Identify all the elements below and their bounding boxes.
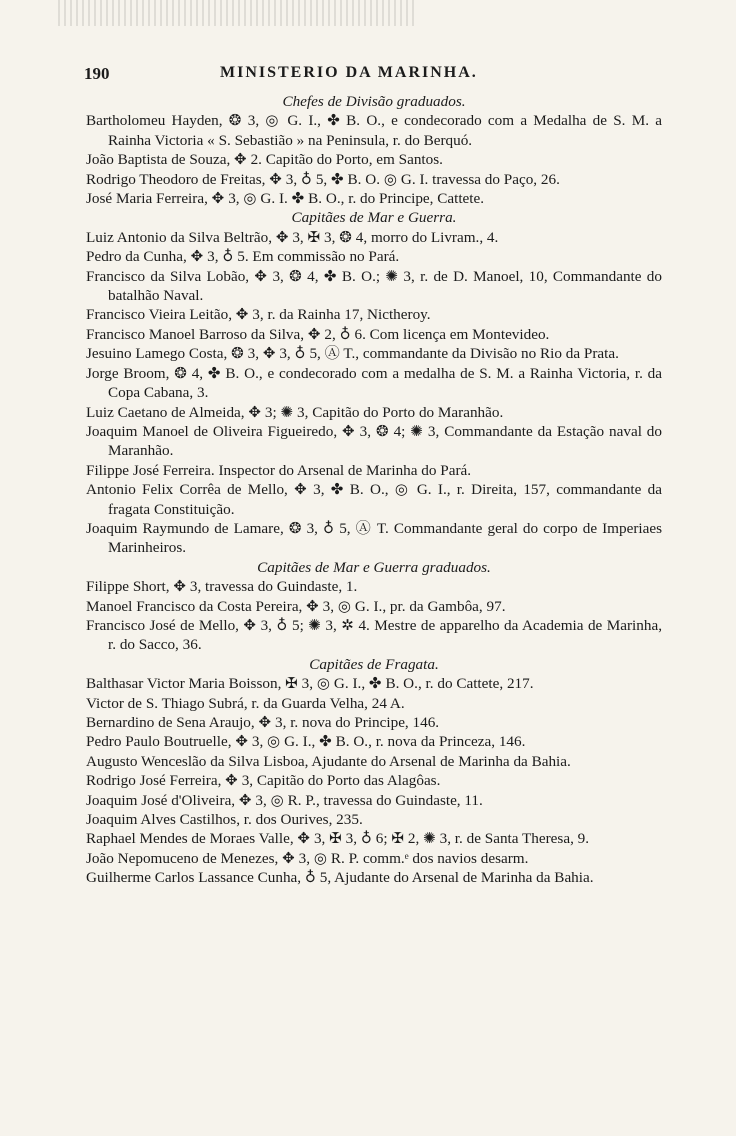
- list-entry: Bernardino de Sena Araujo, ✥ 3, r. nova do Principe, 146.: [86, 714, 440, 731]
- page-body: [86, 92, 662, 888]
- list-entry: Jesuino Lamego Costa, ❂ 3, ✥ 3, ♁ 5, Ⓐ T., commandante da Divisão no Rio da Prata.: [86, 345, 619, 363]
- section-heading: Chefes de Divisão graduados.: [282, 93, 466, 110]
- list-entry: Manoel Francisco da Costa Pereira, ✥ 3, ◎ G. I., pr. da Gambôa, 97.: [86, 597, 506, 615]
- list-entry: Bartholomeu Hayden, ❂ 3, ◎ G. I., ✤ B. O., e condecorado com a Medalha de S. M. a Rainha Victoria « S. Sebastião » na Peninsula, r. do Berquó.: [86, 112, 662, 149]
- list-entry: Luiz Caetano de Almeida, ✥ 3; ✺ 3, Capitão do Porto do Maranhão.: [86, 403, 504, 421]
- list-entry: Filippe Short, ✥ 3, travessa do Guindaste, 1.: [86, 578, 358, 596]
- list-entry: Francisco Vieira Leitão, ✥ 3, r. da Rainha 17, Nictheroy.: [86, 306, 431, 324]
- list-entry: Joaquim Manoel de Oliveira Figueiredo, ✥ 3, ❂ 4; ✺ 3, Commandante da Estação naval do Maranhão.: [86, 422, 662, 460]
- section-heading: Capitães de Mar e Guerra.: [291, 209, 457, 227]
- list-entry: Raphael Mendes de Moraes Valle, ✥ 3, ✠ 3, ♁ 6; ✠ 2, ✺ 3, r. de Santa Theresa, 9.: [86, 830, 590, 848]
- list-entry: Pedro Paulo Boutruelle, ✥ 3, ◎ G. I., ✤ B. O., r. nova da Princeza, 146.: [86, 733, 526, 751]
- list-entry: João Baptista de Souza, ✥ 2. Capitão do Porto, em Santos.: [86, 151, 443, 169]
- list-entry: Francisco da Silva Lobão, ✥ 3, ❂ 4, ✤ B. O.; ✺ 3, r. de D. Manoel, 10, Commandante do batalhão Naval.: [86, 267, 662, 305]
- page-number: 190: [84, 64, 110, 83]
- list-entry: Augusto Wenceslão da Silva Lisboa, Ajudante do Arsenal de Marinha da Bahia.: [86, 752, 571, 770]
- list-entry: Pedro da Cunha, ✥ 3, ♁ 5. Em commissão no Pará.: [86, 248, 400, 266]
- list-entry: Luiz Antonio da Silva Beltrão, ✥ 3, ✠ 3, ❂ 4, morro do Livram., 4.: [86, 228, 499, 246]
- print-speckle: [58, 0, 418, 26]
- page-header: [84, 64, 684, 90]
- list-entry: Joaquim Alves Castilhos, r. dos Ourives, 235.: [86, 811, 363, 829]
- section-heading: Capitães de Fragata.: [309, 655, 439, 673]
- list-entry: Antonio Felix Corrêa de Mello, ✥ 3, ✤ B. O., ◎ G. I., r. Direita, 157, commandante da fragata Constituição.: [86, 481, 662, 518]
- list-entry: João Nepomuceno de Menezes, ✥ 3, ◎ R. P. comm.ᵉ dos navios desarm.: [86, 849, 529, 867]
- list-entry: Balthasar Victor Maria Boisson, ✠ 3, ◎ G. I., ✤ B. O., r. do Cattete, 217.: [86, 675, 534, 693]
- list-entry: Joaquim José d'Oliveira, ✥ 3, ◎ R. P., travessa do Guindaste, 11.: [86, 791, 483, 809]
- section-heading: Capitães de Mar e Guerra graduados.: [257, 558, 491, 576]
- running-head: MINISTERIO DA MARINHA.: [220, 64, 478, 81]
- list-entry: Guilherme Carlos Lassance Cunha, ♁ 5, Ajudante do Arsenal de Marinha da Bahia.: [86, 869, 594, 887]
- list-entry: Francisco Manoel Barroso da Silva, ✥ 2, ♁ 6. Com licença em Montevideo.: [86, 325, 550, 343]
- list-entry: Jorge Broom, ❂ 4, ✤ B. O., e condecorado com a medalha de S. M. a Rainha Victoria, r. da Copa Cabana, 3.: [86, 364, 662, 402]
- list-entry: José Maria Ferreira, ✥ 3, ◎ G. I. ✤ B. O., r. do Principe, Cattete.: [86, 190, 485, 208]
- list-entry: Rodrigo José Ferreira, ✥ 3, Capitão do Porto das Alagôas.: [86, 772, 441, 790]
- list-entry: Rodrigo Theodoro de Freitas, ✥ 3, ♁ 5, ✤ B. O. ◎ G. I. travessa do Paço, 26.: [86, 170, 560, 188]
- list-entry: Victor de S. Thiago Subrá, r. da Guarda Velha, 24 A.: [86, 694, 405, 712]
- list-entry: Francisco José de Mello, ✥ 3, ♁ 5; ✺ 3, ✲ 4. Mestre de apparelho da Academia de Marinha, r. do Sacco, 36.: [86, 616, 662, 654]
- list-entry: Filippe José Ferreira. Inspector do Arsenal de Marinha do Pará.: [86, 461, 472, 479]
- list-entry: Joaquim Raymundo de Lamare, ❂ 3, ♁ 5, Ⓐ T. Commandante geral do corpo de Imperiaes Marinheiros.: [86, 519, 662, 557]
